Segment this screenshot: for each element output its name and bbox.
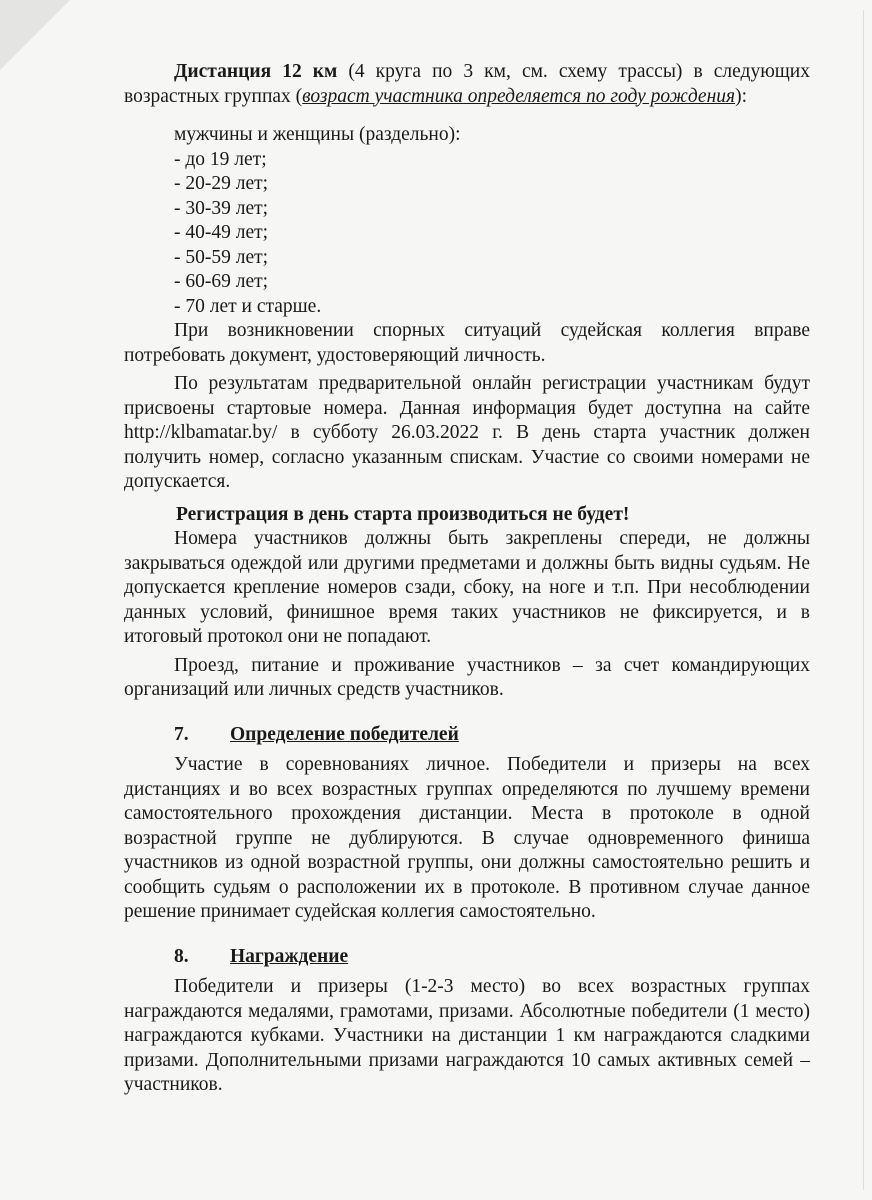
document-body [124, 60, 810, 1098]
no-registration-notice: Регистрация в день старта производиться не будет! [176, 503, 630, 525]
section-7-number: 7. [174, 723, 189, 745]
age-group-item: - 60-69 лет; [174, 271, 269, 292]
section-8-heading [124, 945, 810, 970]
age-groups-close: ): [735, 85, 747, 107]
age-group-item: - 20-29 лет; [174, 173, 269, 194]
section-7-title: Определение победителей [230, 723, 459, 745]
intro-line-1 [124, 60, 810, 85]
age-groups-list [124, 148, 810, 320]
age-group-item: - 50-59 лет; [174, 246, 269, 268]
age-group-item: - 40-49 лет; [174, 222, 269, 243]
start-numbers-paragraph: По результатам предварительной онлайн регистрации участникам будут присвоены стартовые номера. Данная информация будет доступна на сайте http://klbamatar.by/ в субботу 26.03.2022 г. В день старта участник должен получить номер, согласно указанным спискам. Участие со своими номерами не допускается. [124, 373, 810, 492]
section-8-title: Награждение [230, 945, 349, 967]
age-group-item: - до 19 лет; [174, 148, 267, 170]
section-8-text: Победители и призеры (1-2-3 место) во всех возрастных группах награждаются медалями, грамотами, призами. Абсолютные победители (1 место) награждаются кубками. Участники на дистанции 1 км награждаются сладкими призами. Дополнительными призами награждаются 10 самых активных семей – участников. [124, 976, 810, 1095]
disputes-paragraph: При возникновении спорных ситуаций судейская коллегия вправе потребовать документ, удостоверяющий личность. [124, 320, 810, 366]
age-groups-heading: мужчины и женщины (раздельно): [174, 124, 461, 145]
section-8-number: 8. [174, 945, 189, 967]
age-note: возраст участника определяется по году рождения [302, 85, 736, 107]
section-7-heading [124, 723, 810, 748]
folded-corner [0, 0, 70, 70]
age-group-item: - 30-39 лет; [174, 197, 269, 219]
age-group-item: - 70 лет и старше. [174, 295, 322, 317]
distance-description: (4 круга по 3 км, см. схему трассы) в следующих [337, 61, 810, 82]
expenses-paragraph: Проезд, питание и проживание участников – за счет командирующих организаций или личных средств участников. [124, 654, 810, 700]
distance-label: Дистанция 12 км [174, 61, 338, 82]
section-7-text: Участие в соревнованиях личное. Победители и призеры на всех дистанциях и во всех возрастных группах определяются по лучшему времени самостоятельного прохождения дистанции. Места в протоколе в одной возрастной группе не дублируются. В случае одновременного финиша участников из одной возрастной группы, они должны самостоятельно решить и сообщить судьям о расположении их в протоколе. В противном случае данное решение принимает судейская коллегия самостоятельно. [124, 754, 810, 922]
age-groups-text: возрастных группах ( [124, 85, 303, 107]
bib-rules-paragraph: Номера участников должны быть закреплены спереди, не должны закрываться одеждой или другими предметами и должны быть видны судьям. Не допускается крепление номеров сзади, сбоку, на ноге и т.п. При несоблюдении данных условий, финишное время таких участников не фиксируется, и в итоговый протокол они не попадают. [124, 528, 810, 647]
intro-line-2 [124, 85, 810, 110]
page-edge [863, 10, 864, 1190]
